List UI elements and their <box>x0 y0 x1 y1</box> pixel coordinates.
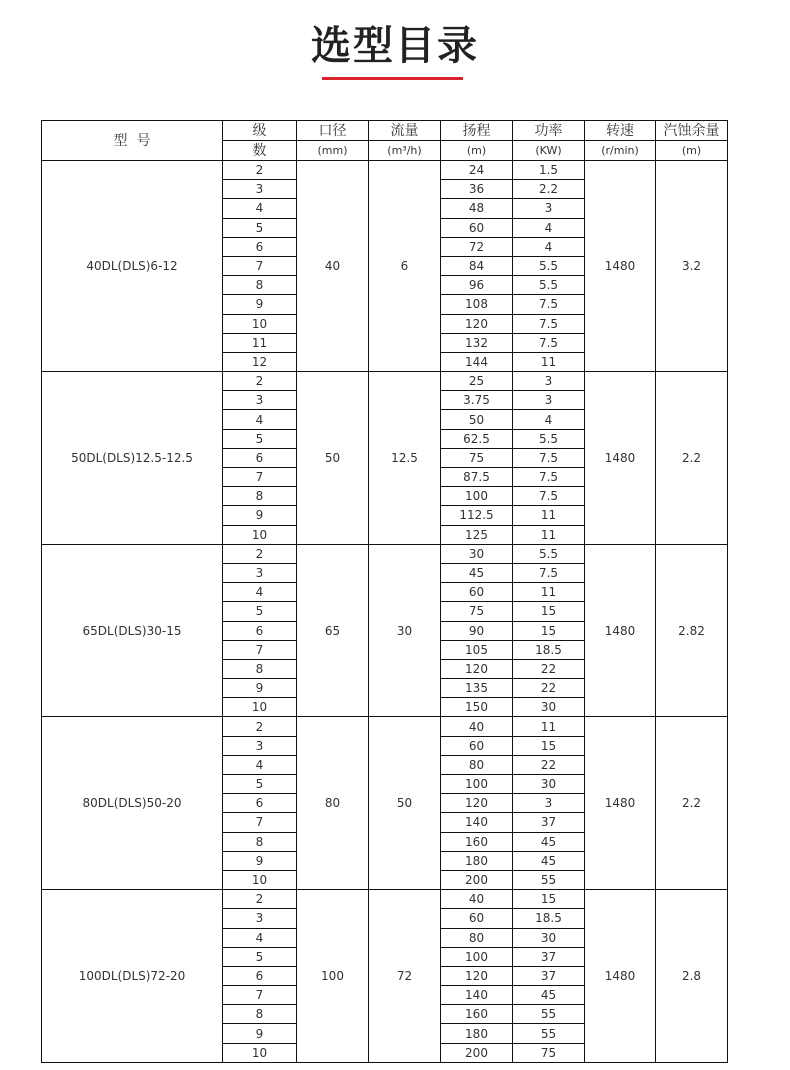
power-cell: 3 <box>513 372 585 391</box>
stages-cell: 6 <box>223 966 297 985</box>
head-cell: 72 <box>441 237 513 256</box>
stages-cell: 10 <box>223 314 297 333</box>
power-cell: 7.5 <box>513 314 585 333</box>
head-cell: 100 <box>441 487 513 506</box>
table-row <box>42 544 728 563</box>
speed-cell: 1480 <box>585 372 656 545</box>
npsh-cell: 2.2 <box>656 717 728 890</box>
power-cell: 7.5 <box>513 295 585 314</box>
unit-flow: (m³/h) <box>369 141 441 161</box>
head-cell: 120 <box>441 314 513 333</box>
speed-cell: 1480 <box>585 161 656 372</box>
head-cell: 100 <box>441 775 513 794</box>
head-cell: 144 <box>441 352 513 371</box>
npsh-cell: 2.82 <box>656 544 728 717</box>
power-cell: 22 <box>513 679 585 698</box>
power-cell: 11 <box>513 717 585 736</box>
power-cell: 15 <box>513 736 585 755</box>
head-cell: 50 <box>441 410 513 429</box>
stages-cell: 9 <box>223 1024 297 1043</box>
stages-cell: 8 <box>223 832 297 851</box>
header-stages: 级 <box>223 121 297 141</box>
power-cell: 11 <box>513 506 585 525</box>
power-cell: 5.5 <box>513 544 585 563</box>
stages-cell: 7 <box>223 640 297 659</box>
npsh-cell: 3.2 <box>656 161 728 372</box>
head-cell: 36 <box>441 180 513 199</box>
stages-cell: 5 <box>223 429 297 448</box>
flow-cell: 6 <box>369 161 441 372</box>
power-cell: 11 <box>513 525 585 544</box>
stages-cell: 3 <box>223 909 297 928</box>
stages-cell: 11 <box>223 333 297 352</box>
stages-cell: 7 <box>223 813 297 832</box>
power-cell: 5.5 <box>513 429 585 448</box>
unit-head: (m) <box>441 141 513 161</box>
power-cell: 7.5 <box>513 333 585 352</box>
head-cell: 120 <box>441 966 513 985</box>
header-row <box>42 121 728 141</box>
stages-cell: 2 <box>223 161 297 180</box>
head-cell: 180 <box>441 1024 513 1043</box>
power-cell: 22 <box>513 659 585 678</box>
selection-table <box>41 120 728 1063</box>
table-row <box>42 372 728 391</box>
head-cell: 180 <box>441 851 513 870</box>
npsh-cell: 2.2 <box>656 372 728 545</box>
stages-cell: 12 <box>223 352 297 371</box>
table-row <box>42 161 728 180</box>
table-row <box>42 890 728 909</box>
head-cell: 45 <box>441 563 513 582</box>
power-cell: 15 <box>513 621 585 640</box>
power-cell: 3 <box>513 199 585 218</box>
header-head: 扬程 <box>441 121 513 141</box>
power-cell: 30 <box>513 775 585 794</box>
head-cell: 160 <box>441 832 513 851</box>
npsh-cell: 2.8 <box>656 890 728 1063</box>
power-cell: 55 <box>513 870 585 889</box>
power-cell: 18.5 <box>513 640 585 659</box>
head-cell: 60 <box>441 218 513 237</box>
speed-cell: 1480 <box>585 544 656 717</box>
power-cell: 4 <box>513 410 585 429</box>
flow-cell: 72 <box>369 890 441 1063</box>
stages-cell: 2 <box>223 372 297 391</box>
stages-cell: 9 <box>223 679 297 698</box>
power-cell: 7.5 <box>513 487 585 506</box>
head-cell: 80 <box>441 755 513 774</box>
unit-bore: (mm) <box>297 141 369 161</box>
head-cell: 24 <box>441 161 513 180</box>
stages-cell: 9 <box>223 295 297 314</box>
head-cell: 60 <box>441 583 513 602</box>
title-underline <box>322 77 463 80</box>
stages-cell: 7 <box>223 986 297 1005</box>
stages-cell: 6 <box>223 794 297 813</box>
bore-cell: 100 <box>297 890 369 1063</box>
stages-cell: 3 <box>223 736 297 755</box>
model-cell: 50DL(DLS)12.5-12.5 <box>42 372 223 545</box>
stages-cell: 5 <box>223 775 297 794</box>
power-cell: 11 <box>513 583 585 602</box>
stages-cell: 9 <box>223 506 297 525</box>
header-flow: 流量 <box>369 121 441 141</box>
stages-cell: 8 <box>223 659 297 678</box>
head-cell: 140 <box>441 986 513 1005</box>
model-cell: 65DL(DLS)30-15 <box>42 544 223 717</box>
stages-cell: 4 <box>223 928 297 947</box>
unit-npsh: (m) <box>656 141 728 161</box>
power-cell: 45 <box>513 832 585 851</box>
power-cell: 11 <box>513 352 585 371</box>
stages-cell: 9 <box>223 851 297 870</box>
head-cell: 120 <box>441 794 513 813</box>
power-cell: 45 <box>513 851 585 870</box>
head-cell: 84 <box>441 256 513 275</box>
table-row <box>42 717 728 736</box>
head-cell: 3.75 <box>441 391 513 410</box>
header-model: 型 号 <box>42 121 223 161</box>
power-cell: 55 <box>513 1024 585 1043</box>
head-cell: 150 <box>441 698 513 717</box>
header-bore: 口径 <box>297 121 369 141</box>
head-cell: 60 <box>441 736 513 755</box>
head-cell: 120 <box>441 659 513 678</box>
stages-cell: 10 <box>223 1043 297 1062</box>
stages-cell: 8 <box>223 276 297 295</box>
stages-cell: 10 <box>223 698 297 717</box>
head-cell: 135 <box>441 679 513 698</box>
power-cell: 37 <box>513 947 585 966</box>
stages-cell: 10 <box>223 870 297 889</box>
stages-cell: 5 <box>223 218 297 237</box>
power-cell: 2.2 <box>513 180 585 199</box>
stages-cell: 7 <box>223 468 297 487</box>
bore-cell: 80 <box>297 717 369 890</box>
header-power: 功率 <box>513 121 585 141</box>
stages-cell: 4 <box>223 583 297 602</box>
power-cell: 3 <box>513 391 585 410</box>
head-cell: 125 <box>441 525 513 544</box>
unit-speed: (r/min) <box>585 141 656 161</box>
stages-cell: 6 <box>223 237 297 256</box>
head-cell: 80 <box>441 928 513 947</box>
power-cell: 37 <box>513 966 585 985</box>
head-cell: 30 <box>441 544 513 563</box>
power-cell: 4 <box>513 237 585 256</box>
stages-cell: 4 <box>223 199 297 218</box>
bore-cell: 40 <box>297 161 369 372</box>
head-cell: 132 <box>441 333 513 352</box>
stages-cell: 8 <box>223 487 297 506</box>
head-cell: 160 <box>441 1005 513 1024</box>
bore-cell: 50 <box>297 372 369 545</box>
stages-cell: 6 <box>223 448 297 467</box>
stages-cell: 2 <box>223 717 297 736</box>
stages-cell: 7 <box>223 256 297 275</box>
stages-cell: 3 <box>223 563 297 582</box>
head-cell: 75 <box>441 448 513 467</box>
head-cell: 62.5 <box>441 429 513 448</box>
stages-cell: 2 <box>223 544 297 563</box>
speed-cell: 1480 <box>585 717 656 890</box>
model-cell: 40DL(DLS)6-12 <box>42 161 223 372</box>
head-cell: 200 <box>441 1043 513 1062</box>
stages-cell: 10 <box>223 525 297 544</box>
power-cell: 45 <box>513 986 585 1005</box>
head-cell: 90 <box>441 621 513 640</box>
power-cell: 7.5 <box>513 468 585 487</box>
stages-cell: 6 <box>223 621 297 640</box>
head-cell: 25 <box>441 372 513 391</box>
power-cell: 55 <box>513 1005 585 1024</box>
power-cell: 7.5 <box>513 563 585 582</box>
head-cell: 112.5 <box>441 506 513 525</box>
power-cell: 7.5 <box>513 448 585 467</box>
model-cell: 100DL(DLS)72-20 <box>42 890 223 1063</box>
header-npsh: 汽蚀余量 <box>656 121 728 141</box>
head-cell: 48 <box>441 199 513 218</box>
power-cell: 18.5 <box>513 909 585 928</box>
stages-cell: 3 <box>223 180 297 199</box>
power-cell: 30 <box>513 928 585 947</box>
header-stages-2: 数 <box>223 141 297 161</box>
stages-cell: 5 <box>223 947 297 966</box>
power-cell: 3 <box>513 794 585 813</box>
power-cell: 5.5 <box>513 276 585 295</box>
power-cell: 5.5 <box>513 256 585 275</box>
stages-cell: 5 <box>223 602 297 621</box>
stages-cell: 8 <box>223 1005 297 1024</box>
model-cell: 80DL(DLS)50-20 <box>42 717 223 890</box>
head-cell: 105 <box>441 640 513 659</box>
power-cell: 22 <box>513 755 585 774</box>
head-cell: 96 <box>441 276 513 295</box>
power-cell: 1.5 <box>513 161 585 180</box>
head-cell: 60 <box>441 909 513 928</box>
head-cell: 40 <box>441 890 513 909</box>
power-cell: 4 <box>513 218 585 237</box>
head-cell: 108 <box>441 295 513 314</box>
stages-cell: 2 <box>223 890 297 909</box>
power-cell: 37 <box>513 813 585 832</box>
bore-cell: 65 <box>297 544 369 717</box>
flow-cell: 50 <box>369 717 441 890</box>
power-cell: 75 <box>513 1043 585 1062</box>
flow-cell: 12.5 <box>369 372 441 545</box>
head-cell: 200 <box>441 870 513 889</box>
page-title: 选型目录 <box>311 23 479 69</box>
head-cell: 100 <box>441 947 513 966</box>
head-cell: 40 <box>441 717 513 736</box>
flow-cell: 30 <box>369 544 441 717</box>
unit-power: (KW) <box>513 141 585 161</box>
head-cell: 87.5 <box>441 468 513 487</box>
head-cell: 140 <box>441 813 513 832</box>
power-cell: 15 <box>513 890 585 909</box>
stages-cell: 3 <box>223 391 297 410</box>
stages-cell: 4 <box>223 410 297 429</box>
head-cell: 75 <box>441 602 513 621</box>
power-cell: 15 <box>513 602 585 621</box>
power-cell: 30 <box>513 698 585 717</box>
speed-cell: 1480 <box>585 890 656 1063</box>
header-speed: 转速 <box>585 121 656 141</box>
stages-cell: 4 <box>223 755 297 774</box>
